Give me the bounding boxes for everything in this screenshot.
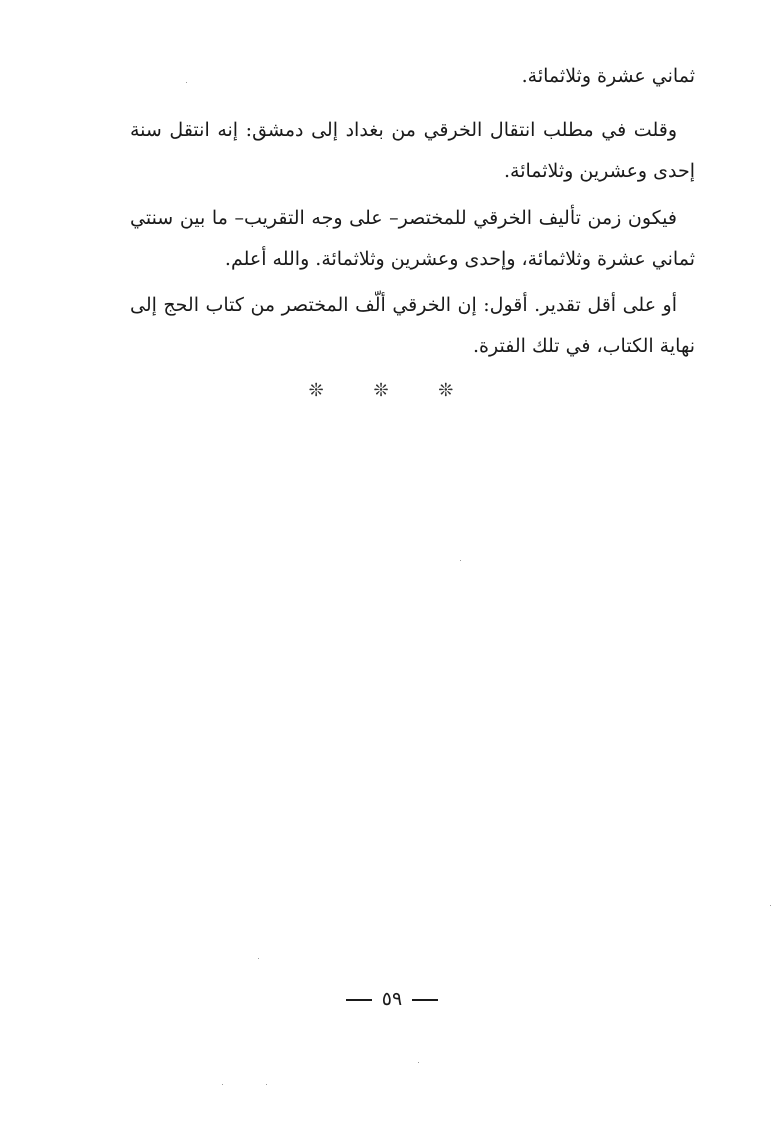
paragraph-4 xyxy=(130,285,695,367)
dash-right xyxy=(346,999,372,1001)
dash-left xyxy=(412,999,438,1001)
paragraph-3 xyxy=(130,198,695,280)
paragraph-text: ثماني عشرة وثلاثمائة. xyxy=(521,65,695,87)
paragraph-2 xyxy=(130,110,695,192)
scan-speck xyxy=(222,1084,223,1085)
page-number: ٥٩ xyxy=(381,988,403,1010)
scan-speck xyxy=(186,82,187,83)
scan-speck xyxy=(418,1062,419,1063)
section-separator: ❊ ❊ ❊ xyxy=(308,380,476,401)
paragraph-text: أو على أقل تقدير. أقول: إن الخرقي ألّف المختصر من كتاب الحج إلى نهاية الكتاب، في تلك الفترة. xyxy=(130,294,695,357)
scan-speck xyxy=(258,958,259,959)
scan-speck xyxy=(266,1084,267,1085)
scan-speck xyxy=(770,905,771,906)
paragraph-text: وقلت في مطلب انتقال الخرقي من بغداد إلى دمشق: إنه انتقل سنة إحدى وعشرين وثلاثمائة. xyxy=(130,119,695,182)
paragraph-text: فيكون زمن تأليف الخرقي للمختصر– على وجه التقريب– ما بين سنتي ثماني عشرة وثلاثمائة، وإحدى وعشرين وثلاثمائة. والله أعلم. xyxy=(130,207,695,270)
scan-speck xyxy=(460,560,461,561)
paragraph-1 xyxy=(130,56,695,97)
page-footer xyxy=(0,988,784,1010)
